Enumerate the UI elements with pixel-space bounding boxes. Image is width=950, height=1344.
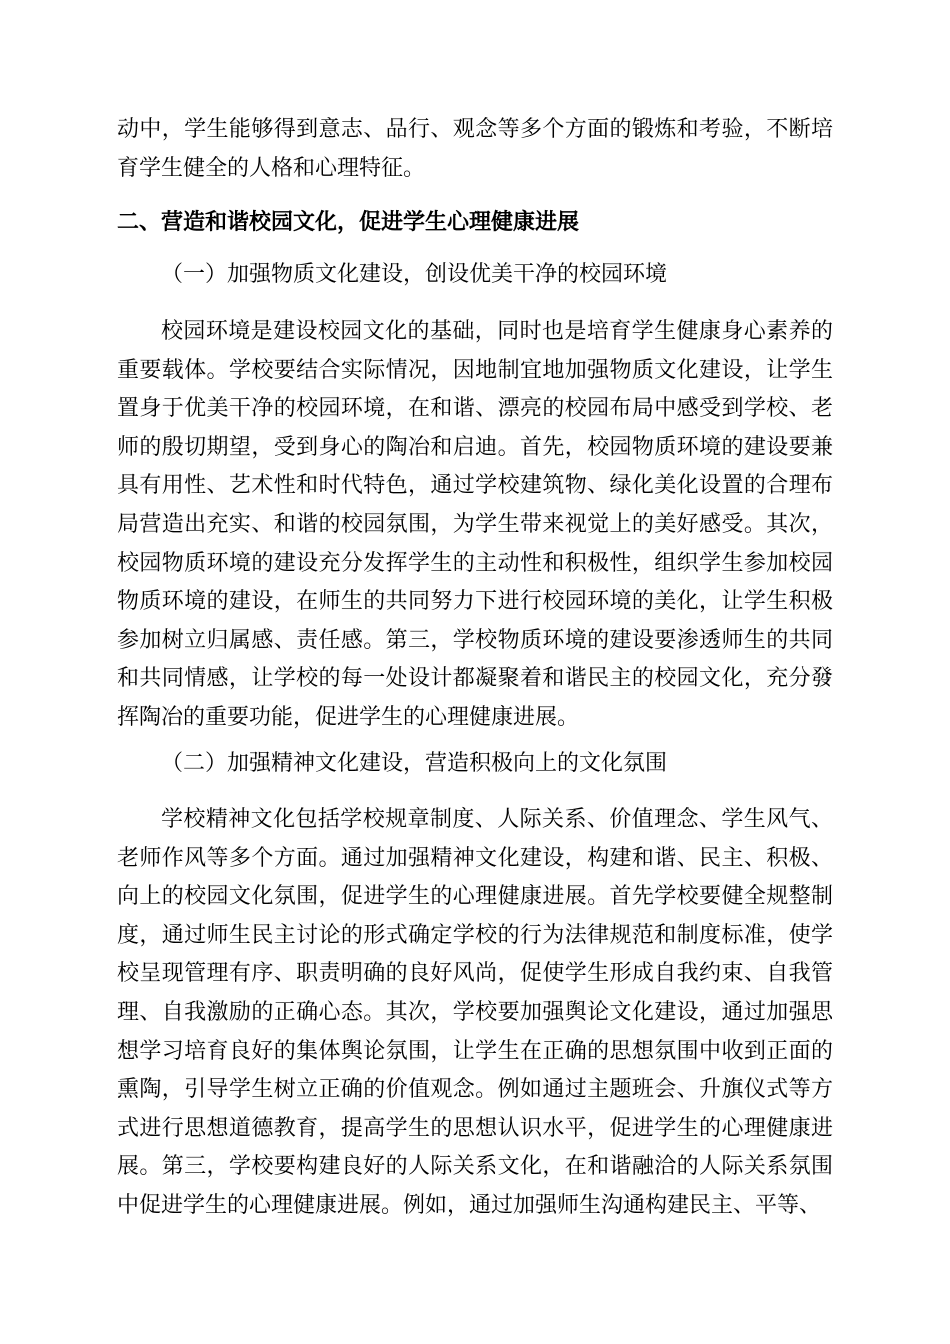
- paragraph-continuation: 动中，学生能够得到意志、品行、观念等多个方面的锻炼和考验，不断培育学生健全的人格和心理特征。: [117, 117, 833, 181]
- subsection-heading-2: （二）加强精神文化建设，营造积极向上的文化氛围: [161, 751, 668, 776]
- section-heading: 二、营造和谐校园文化，促进学生心理健康进展: [117, 209, 580, 235]
- subsection-heading-1: （一）加强物质文化建设，创设优美干净的校园环境: [161, 262, 668, 287]
- paragraph-material-culture: 校园环境是建设校园文化的基础，同时也是培育学生健康身心素养的重要载体。学校要结合实际情况，因地制宜地加强物质文化建设，让学生置身于优美干净的校园环境，在和谐、漂亮的校园布局中感受到学校、老师的殷切期望，受到身心的陶冶和启迪。首先，校园物质环境的建设要兼具有用性、艺术性和时代特色，通过学校建筑物、绿化美化设置的合理布局营造出充实、和谐的校园氛围，为学生带来视觉上的美好感受。其次，校园物质环境的建设充分发挥学生的主动性和积极性，组织学生参加校园物质环境的建设，在师生的共同努力下进行校园环境的美化，让学生积极参加树立归属感、责任感。第三，学校物质环境的建设要渗透师生的共同和共同情感，让学校的每一处设计都凝聚着和谐民主的校园文化，充分發挥陶冶的重要功能，促进学生的心理健康进展。: [117, 319, 833, 730]
- paragraph-spiritual-culture: 学校精神文化包括学校规章制度、人际关系、价值理念、学生风气、老师作风等多个方面。通过加强精神文化建设，构建和谐、民主、积极、向上的校园文化氛围，促进学生的心理健康进展。首先学校要健全规整制度，通过师生民主讨论的形式确定学校的行为法律规范和制度标准，使学校呈现管理有序、职责明确的良好风尚，促使学生形成自我约束、自我管理、自我激励的正确心态。其次，学校要加强舆论文化建设，通过加强思想学习培育良好的集体舆论氛围，让学生在正确的思想氛围中收到正面的熏陶，引导学生树立正确的价值观念。例如通过主题班会、升旗仪式等方式进行思想道德教育，提高学生的思想认识水平，促进学生的心理健康进展。第三，学校要构建良好的人际关系文化，在和谐融洽的人际关系氛围中促进学生的心理健康进展。例如，通过加强师生沟通构建民主、平等、: [117, 807, 833, 1218]
